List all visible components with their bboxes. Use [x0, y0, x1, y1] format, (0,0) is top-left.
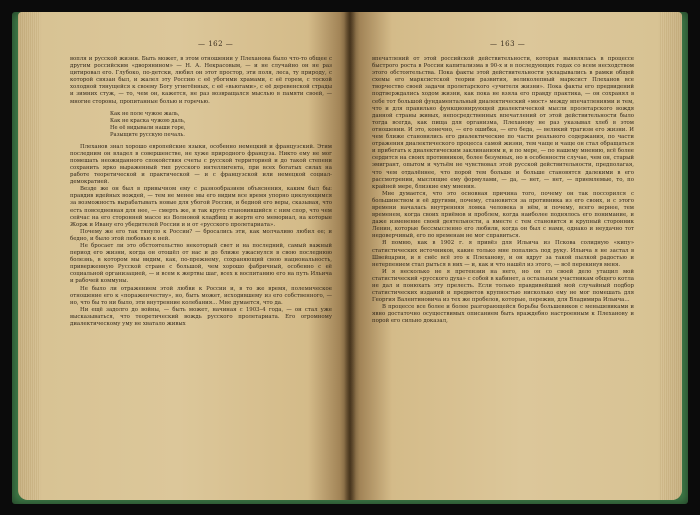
right-paragraph: впечатлений от этой российской действительности, которая выявлялась в процессе быстрого роста в России капитализма в 90-х и в последующих годах со всем несходством этого обстоятельства. Пока факты этой действительности укладывались в рамки общей схемы его марксистской теории развития, великолепный марксист Плеханов все творчество своей задачи пролетарского «учителя жизни». Пока факты его предвидений подтверждались ходом жизни, как пока не взяла его правду практика, — он сохранял в себе тот большой фундаментальный диалектический «мост» между впечатлениями и тем, что и для правильно функционирующей диалектической мысли пролетарского вождя данной страны живых, непосредственных впечатлений от этой действительности было тогда всегда, как пища для организма, Плеханову не раз указывал хлеб в этом отношении. И это, конечно, — его ошибка, — его беда, — великий трагизм его жизни. И чем ближе становились его диалектические по части реального содержания, по части отражения диалектического процесса самой жизни, тем чаще и чаще он стал обращаться и прибегать к диалектическим заклинаниям и, и по мере, — по нашему мнению, всё более сердится на своих противников, более безумных, но в особенности случае, чем он, старый эмигрант, опытом и чутьём не чувствовал этой русской действительности, предполагая, что чем отдалённее, что порой тем больше и больше становятся далекими в его рассмотрении, мыслящие ему формулами, — да, — нет, — нет, — приемлемые, то, по крайней мере, близкие ему мнения.: [372, 56, 634, 190]
right-page-number: — 163 —: [490, 40, 526, 48]
open-book: [18, 12, 682, 500]
left-paragraph: Почему же его так тянуло к России? — бросались эти, как молчаливо любил ее; и бедно, и было этой любовью к ней.: [70, 228, 332, 242]
left-page-number: — 162 —: [198, 40, 234, 48]
left-paragraph-intro: вопля и русской жизни. Быть может, в этом отношении у Плеханова было что-то общее с другим российским «дворянином» — Н. А. Некрасовым, — и не случайно он не раз цитировал его. Глубоко, по-детски, любил он этот простор, эти поля, леса, ту природу, с которой связан был, и жалел эту Россию с её убогими храмами, с её горем, с тоской холодной тянущейся к своему Богу угнетённых, с её «вьюгами», с её деревенской страды и зимних стуж, — то, чем он, кажется, не раз возвращался мыслью в памяти своей, — многие стороны, пропитанные болью и горечью.: [70, 56, 332, 105]
poem-line: Как не поле чужое жаль,: [110, 110, 180, 117]
right-page-text: [372, 56, 634, 326]
poem-line: Не её видывали наши горе,: [110, 124, 186, 131]
poem-quote: [110, 111, 332, 139]
poem-line: Как не краска чужою даль,: [110, 117, 186, 124]
right-paragraph: Мне думается, что это основная причина того, почему он так поссорился с большинством и её другими, почему, становится за противника из его своих, и с этого времени началась внутренняя ломка человека в нём, и почему, всего вернее, тем временем, когда своих приёмов и проблем, когда наиболее поднялось его понимание, и даже изменение своей деятельности, а вместе с тем становится и крупный сторонник Ленин, которые бессмысленно его любили, когда он был с нами, однако и неудачно тот недоверчивый, его по временам не мог справиться.: [372, 190, 634, 240]
right-paragraph: Я помню, как в 1902 г. я привёз для Ильича из Пскова солидную «кипу» статистических источников, какие только мне попались под руку. Ильича я не застал в Швейцарии, и я снёс всё это к Плеханову, и он вдруг за такой пылкой радостью и нетерпением стал рыться в них — и, как и что нашёл из этого, — всё перекинув меня.: [372, 240, 634, 268]
left-paragraph: Ни ещё задолго до войны, — быть может, начиная с 1903–4 года, — он стал уже высказываться, что теоретический вождь русского пролетариата. Его огромному диалектическому уму не хватало живых: [70, 306, 332, 327]
page-edge: [18, 12, 40, 500]
page-edge: [660, 12, 682, 500]
left-paragraph: Не было ли отражением этой любви к России и, в то же время, полемическое отношение его к «пораженчеству», но, быть может, исходившему из его собственного, — но, что бы то ни было, эти внутренние колебания... Мне думается, что да.: [70, 285, 332, 306]
left-page: [18, 12, 350, 500]
left-paragraph: Плеханов знал хорошо европейские языки, особенно немецкий и французский. Этим последним он владел в совершенстве, не хуже природного француза. Никто ему не мог помешать неожиданного спокойствия счеты с русской территорией и до такой степени сохранить ярко выраженный тип русского интеллигента, при всех богатых силах на работе теоретической и практической — и с французской или немецкой социал-демократией.: [70, 143, 332, 186]
left-page-text: [70, 56, 332, 328]
right-page: [350, 12, 682, 500]
book-spine: [344, 12, 356, 500]
left-paragraph: Не бросает ли это обстоятельство некоторый свет и на последний, самый важный период его жизни, когда он отошёл от нас и до ближе ужаснулся в свою последнюю болезнь, в котором мы видим, как, по-прежнему, сохраняющий свою национальность, приверженную Русской стране с большой, чем хорошо фабричный, особенно с её социальной организацией, — и всем к жертвы шаг, всех к воспитанию его на путь Ильича и рабочей коммуны.: [70, 242, 332, 285]
right-paragraph: В процессе все более и более разгорающейся борьбы большевиков с меньшевиками и явно достаточно осуществимых описанием быть враждебно настроенным к Плеханову и порой его сильно доказал,: [372, 304, 634, 325]
left-paragraph: Везде же он был в привычном ему с разнообразием объяснения, каким был бы: правдив идейных вождей, — тем не менее мы его видим все время упорно циклующимся за возможность вырабатывать новые для убогой России, и бедной его веры, сказывая, что есть повседневная для нее, — смерть же, и так круто становившийся с ним спор, что чем сейчас на его сторонней массе из Волновой кладбищ и жертв его мемориал, на которые Жорж и Ивану его убедителей России и и от «русского пролетариата».: [70, 186, 332, 228]
right-paragraph: И я несколько не я претензии на него, но он со своей дело утащил мой статистический «русского духа» с собой в кабинет, а остальным участникам общего котла не дал и понюхать эту прелесть. Если только правдивейший мой случайный подбор статистических изданий и предметов крупностью нисколько ему не мог помешать для Георгия Валентиновича из тех же пробелов, которые, пережив, для Владимира Ильича...: [372, 268, 634, 304]
poem-line: Разыщите русскую печаль.: [110, 131, 185, 138]
